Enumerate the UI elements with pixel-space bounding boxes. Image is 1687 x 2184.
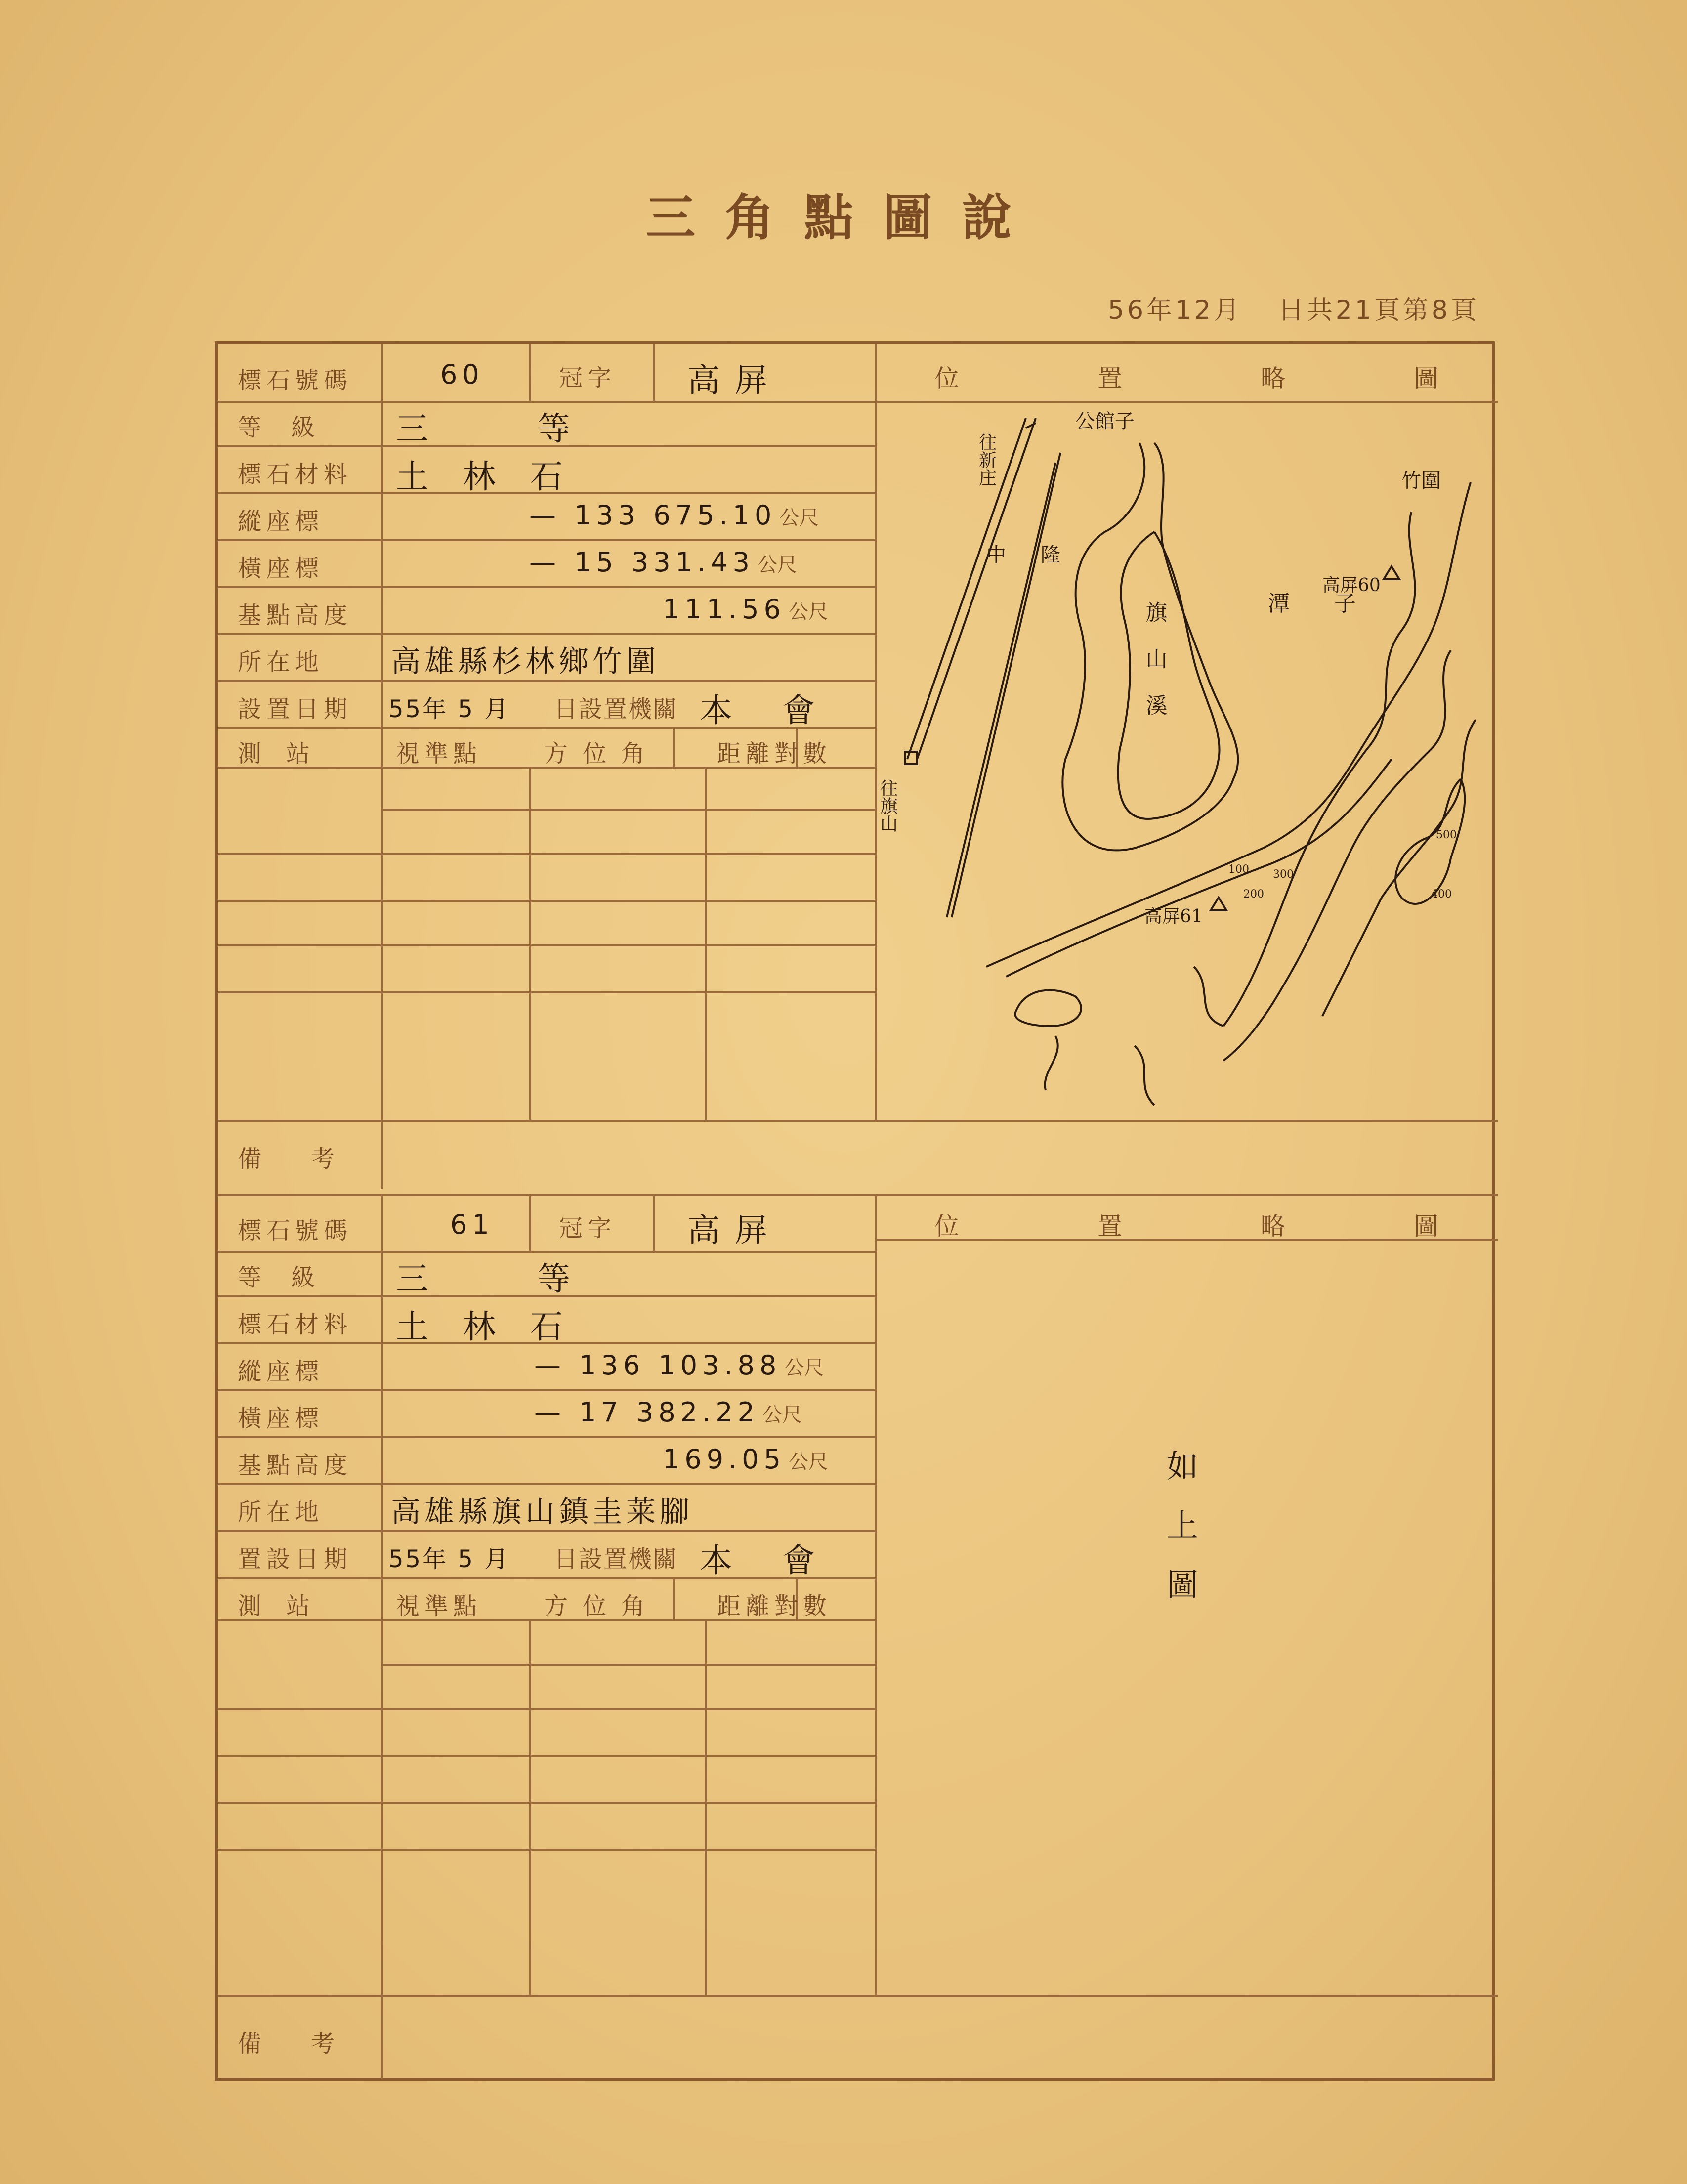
map-header-2: 置 [1097,364,1122,393]
label-material: 標石材料 [238,461,353,488]
map-header-2-3: 略 [1261,1212,1285,1241]
map-label-to-xinzhuang: 往新庄 [976,433,997,486]
map-label-zhong: 中 [986,544,1006,566]
location-sketch-map [878,403,1495,1117]
horizontal-coord-value: — 15 331.43 公尺 [529,547,797,578]
location-value-2: 高雄縣旗山鎮圭莱腳 [391,1495,693,1529]
label-vertical-coord-2: 縱座標 [238,1358,324,1385]
elevation-value-2: 169.05 公尺 [663,1444,828,1475]
setup-agency-value: 本 會 [700,691,835,729]
map-label-gongguanzi: 公館子 [1075,410,1135,433]
label-distance-log: 距離對數 [717,740,832,768]
label-prefix-2: 冠字 [559,1214,617,1242]
map-header-1: 位 [934,364,959,393]
label-remarks-2: 備考 [238,2030,384,2057]
label-station: 測站 [238,740,335,768]
setup-agency-value-2: 本 會 [700,1542,835,1580]
map-label-gaoping-60: 高屏60 [1322,575,1381,596]
point-section-61 [218,1194,1492,2079]
label-day-2: 日 [554,1545,583,1573]
page-info [1083,289,1479,326]
map-label-gaoping-61: 高屏61 [1144,906,1203,927]
point-section-60 [218,344,1492,1189]
label-azimuth: 方位角 [544,740,660,768]
map-header-4: 圖 [1414,364,1438,393]
map-label-qishan-creek: 旗山溪 [1141,601,1167,740]
vertical-coord-value-2: — 136 103.88 公尺 [534,1350,824,1381]
prefix-value-2: 高屏 [687,1211,782,1249]
grade-value-2: 三 等 [396,1260,620,1298]
map-label-contour-100: 100 [1228,863,1249,876]
label-elevation-2: 基點高度 [238,1452,353,1479]
form-frame [215,341,1495,2081]
page-title: 三角點圖說 [646,188,1041,247]
marker-no-value: 60 [440,359,484,390]
label-grade: 等級 [238,414,345,441]
map-note-3: 圖 [1167,1567,1198,1604]
vertical-coord-value: — 133 675.10 公尺 [529,500,819,531]
label-target: 視準點 [396,740,482,768]
label-horizontal-coord-2: 橫座標 [238,1405,324,1432]
horizontal-coord-value-2: — 17 382.22 公尺 [534,1397,802,1428]
label-elevation: 基點高度 [238,601,353,629]
map-label-long: 隆 [1041,544,1060,566]
label-distance-log-2: 距離對數 [717,1592,832,1620]
grade-value: 三 等 [396,410,620,448]
label-setup-date-2: 置設日期 [238,1545,353,1573]
material-value-2: 土林石 [396,1308,597,1346]
page-count: 日共21頁第8頁 [1278,296,1479,325]
map-header-2-4: 圖 [1414,1212,1438,1241]
map-label-zhuwei: 竹圍 [1401,470,1441,492]
label-azimuth-2: 方位角 [544,1592,660,1620]
label-setup-agency-2: 設置機關 [579,1545,678,1573]
map-label-to-qishan: 往旗山 [878,779,898,832]
label-material-2: 標石材料 [238,1311,353,1338]
label-marker-no: 標石號碼 [238,367,353,394]
label-location-2: 所在地 [238,1499,324,1526]
setup-date-value: 55年 5 月 [388,695,510,723]
label-grade-2: 等級 [238,1264,345,1291]
elevation-value: 111.56 公尺 [663,594,828,625]
location-value: 高雄縣杉林鄉竹圍 [391,644,660,679]
label-horizontal-coord: 橫座標 [238,555,324,582]
map-note-2: 上 [1167,1508,1198,1544]
label-vertical-coord: 縱座標 [238,508,324,535]
label-prefix: 冠字 [559,364,617,392]
page-date: 56年12月 [1107,296,1243,325]
label-station-2: 測站 [238,1592,335,1620]
label-day: 日 [554,695,583,723]
map-header-2-1: 位 [934,1212,959,1241]
map-note-1: 如 [1167,1449,1198,1485]
setup-date-value-2: 55年 5 月 [388,1545,510,1573]
label-location: 所在地 [238,648,324,676]
material-value: 土林石 [396,458,597,496]
map-header-2-2: 置 [1097,1212,1122,1241]
marker-no-value-2: 61 [450,1209,494,1240]
map-label-contour-400: 400 [1431,888,1452,900]
label-target-2: 視準點 [396,1592,482,1620]
map-label-contour-200: 200 [1243,888,1264,900]
map-label-contour-500: 500 [1436,829,1457,841]
label-remarks: 備考 [238,1145,384,1173]
label-marker-no-2: 標石號碼 [238,1217,353,1244]
prefix-value: 高屏 [687,361,782,399]
map-label-contour-300: 300 [1273,868,1294,881]
label-setup-agency: 設置機關 [579,695,678,723]
map-label-tanzi: 潭子 [1268,591,1400,616]
label-setup-date: 設置日期 [238,695,353,723]
map-header-3: 略 [1261,364,1285,393]
